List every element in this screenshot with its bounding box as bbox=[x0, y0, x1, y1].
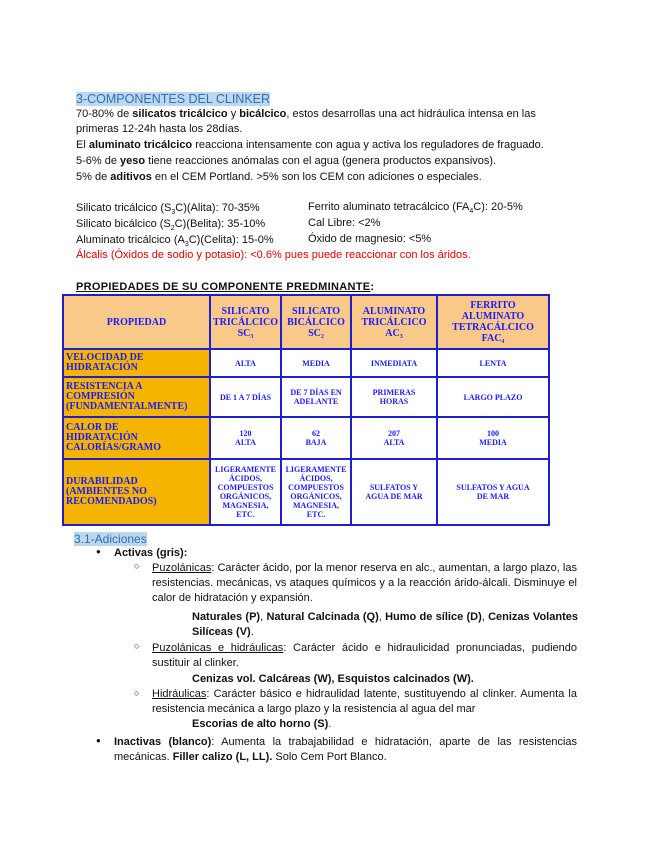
table-row bbox=[63, 377, 549, 417]
table-cell: SULFATOS Y AGUA DE MAR bbox=[351, 459, 437, 525]
sub-bullet-icon: ○ bbox=[134, 561, 140, 571]
hidraulicas-examples: Escorias de alto horno (S). bbox=[192, 718, 332, 730]
subsection-heading: 3.1-Adiciones bbox=[74, 532, 147, 546]
row-header-resistencia: RESISTENCIA A COMPRESIÓN (FUNDAMENTALMENTE) bbox=[63, 377, 210, 417]
row-header-velocidad: VELOCIDAD DE HIDRATACIÓN bbox=[63, 349, 210, 377]
row-header-durabilidad: DURABILIDAD (AMBIENTES NO RECOMENDADOS) bbox=[63, 459, 210, 525]
properties-table bbox=[62, 294, 550, 526]
table-cell: 207 ALTA bbox=[351, 417, 437, 459]
table-row bbox=[63, 349, 549, 377]
header-c4af: FERRITO ALUMINATO TETRACÁLCICO FAC₄ bbox=[437, 295, 549, 349]
header-c3s: SILICATO TRICÁLCICO SC₃ bbox=[210, 295, 281, 349]
sub-bullet-icon: ○ bbox=[134, 688, 140, 698]
table-caption: PROPIEDADES DE SU COMPONENTE PREDMINANTE: bbox=[76, 281, 375, 293]
active-label: Activas (gris): bbox=[114, 547, 188, 559]
table-header-row bbox=[63, 295, 549, 349]
table-cell: SULFATOS Y AGUA DE MAR bbox=[437, 459, 549, 525]
table-cell: 120 ALTA bbox=[210, 417, 281, 459]
intro-line-4: 5-6% de yeso tiene reacciones anómalas con el agua (genera productos expansivos). bbox=[76, 155, 497, 167]
table-cell: ALTA bbox=[210, 349, 281, 377]
bullet-icon: ● bbox=[96, 736, 101, 745]
section-heading: 3-COMPONENTES DEL CLINKER bbox=[76, 92, 271, 106]
table-cell: 100 MEDIA bbox=[437, 417, 549, 459]
alkalis-warning: Álcalis (Óxidos de sodio y potasio): <0.6% pues puede reaccionar con los áridos. bbox=[76, 249, 471, 261]
sub-bullet-icon: ○ bbox=[134, 641, 140, 651]
composition-s3c: Silicato tricálcico $(S_3C)(Alita)$: 70-35% bbox=[76, 202, 260, 217]
puzolanicas-hidraulicas-paragraph: Puzolánicas e hidráulicas: Carácter ácido e hidraulicidad pronunciadas, pudiendo sustituir al clinker. bbox=[152, 642, 577, 669]
header-c3a: ALUMINATO TRICÁLCICO AC₃ bbox=[351, 295, 437, 349]
intro-line-3: El aluminato tricálcico reacciona intensamente con agua y activa los reguladores de fraguado. bbox=[76, 139, 544, 151]
header-propiedad: PROPIEDAD bbox=[63, 295, 210, 349]
table-row bbox=[63, 459, 549, 525]
puzolanicas-paragraph: Puzolánicas: Carácter ácido, por la menor reserva en alc., aumentan, a largo plazo, las resistencias. mecánicas, vs ataques químicos y a la reacción árido-álcali. Disminuye el calor de hidratación y expansión. bbox=[152, 562, 577, 604]
table-cell: DE 7 DÍAS EN ADELANTE bbox=[281, 377, 351, 417]
table-cell: MEDIA bbox=[281, 349, 351, 377]
table-cell: LIGERAMENTE ÁCIDOS, COMPUESTOS ORGÁNICOS, MAGNESIA, ETC. bbox=[210, 459, 281, 525]
intro-line-2: primeras 12-24h hasta los 28días. bbox=[76, 123, 243, 135]
composition-fa4c: Ferrito aluminato tetracálcico $(FA_4C)$: 20-5% bbox=[308, 201, 523, 216]
inactive-paragraph: Inactivas (blanco): Aumenta la trabajabilidad e hidratación, aparte de las resistencias mecánicas. Filler calizo (L, LL). Solo Cem Port Blanco. bbox=[114, 736, 578, 763]
table-cell: LENTA bbox=[437, 349, 549, 377]
row-header-calor: CALOR DE HIDRATACIÓN CALORÍAS/GRAMO bbox=[63, 417, 210, 459]
header-c2s: SILICATO BICÁLCICO SC₂ bbox=[281, 295, 351, 349]
table-cell: 62 BAJA bbox=[281, 417, 351, 459]
composition-free-lime: Cal Libre: <2% bbox=[308, 217, 381, 229]
table-cell: LARGO PLAZO bbox=[437, 377, 549, 417]
puzolanicas-hidraulicas-examples: Cenizas vol. Calcáreas (W), Esquistos calcinados (W). bbox=[192, 673, 474, 685]
composition-mgo: Óxido de magnesio: <5% bbox=[308, 233, 432, 245]
composition-s2c: Silicato bicálcico $(S_2C)(Belita)$: 35-10% bbox=[76, 218, 266, 233]
table-cell: DE 1 A 7 DÍAS bbox=[210, 377, 281, 417]
bullet-icon: ● bbox=[96, 547, 101, 556]
composition-a3c: Aluminato tricálcico $(A_3C)(Celita)$: 15-0% bbox=[76, 234, 274, 249]
intro-line-5: 5% de aditivos en el CEM Portland. >5% son los CEM con adiciones o especiales. bbox=[76, 171, 482, 183]
table-cell: INMEDIATA bbox=[351, 349, 437, 377]
table-cell: PRIMERAS HORAS bbox=[351, 377, 437, 417]
puzolanicas-examples: Naturales (P), Natural Calcinada (Q), Humo de sílice (D), Cenizas Volantes Silíceas (V). bbox=[192, 611, 578, 638]
hidraulicas-paragraph: Hidráulicas: Carácter básico e hidraulidad latente, sustituyendo al clinker. Aumenta la resistencia mecánica a largo plazo y la resistencia al agua del mar bbox=[152, 688, 577, 715]
table-row bbox=[63, 417, 549, 459]
table-cell: LIGERAMENTE ÁCIDOS, COMPUESTOS ORGÁNICOS, MAGNESIA, ETC. bbox=[281, 459, 351, 525]
intro-line-1: 70-80% de silicatos tricálcico y bicálcico, estos desarrollas una act hidráulica intensa en las bbox=[76, 108, 536, 120]
